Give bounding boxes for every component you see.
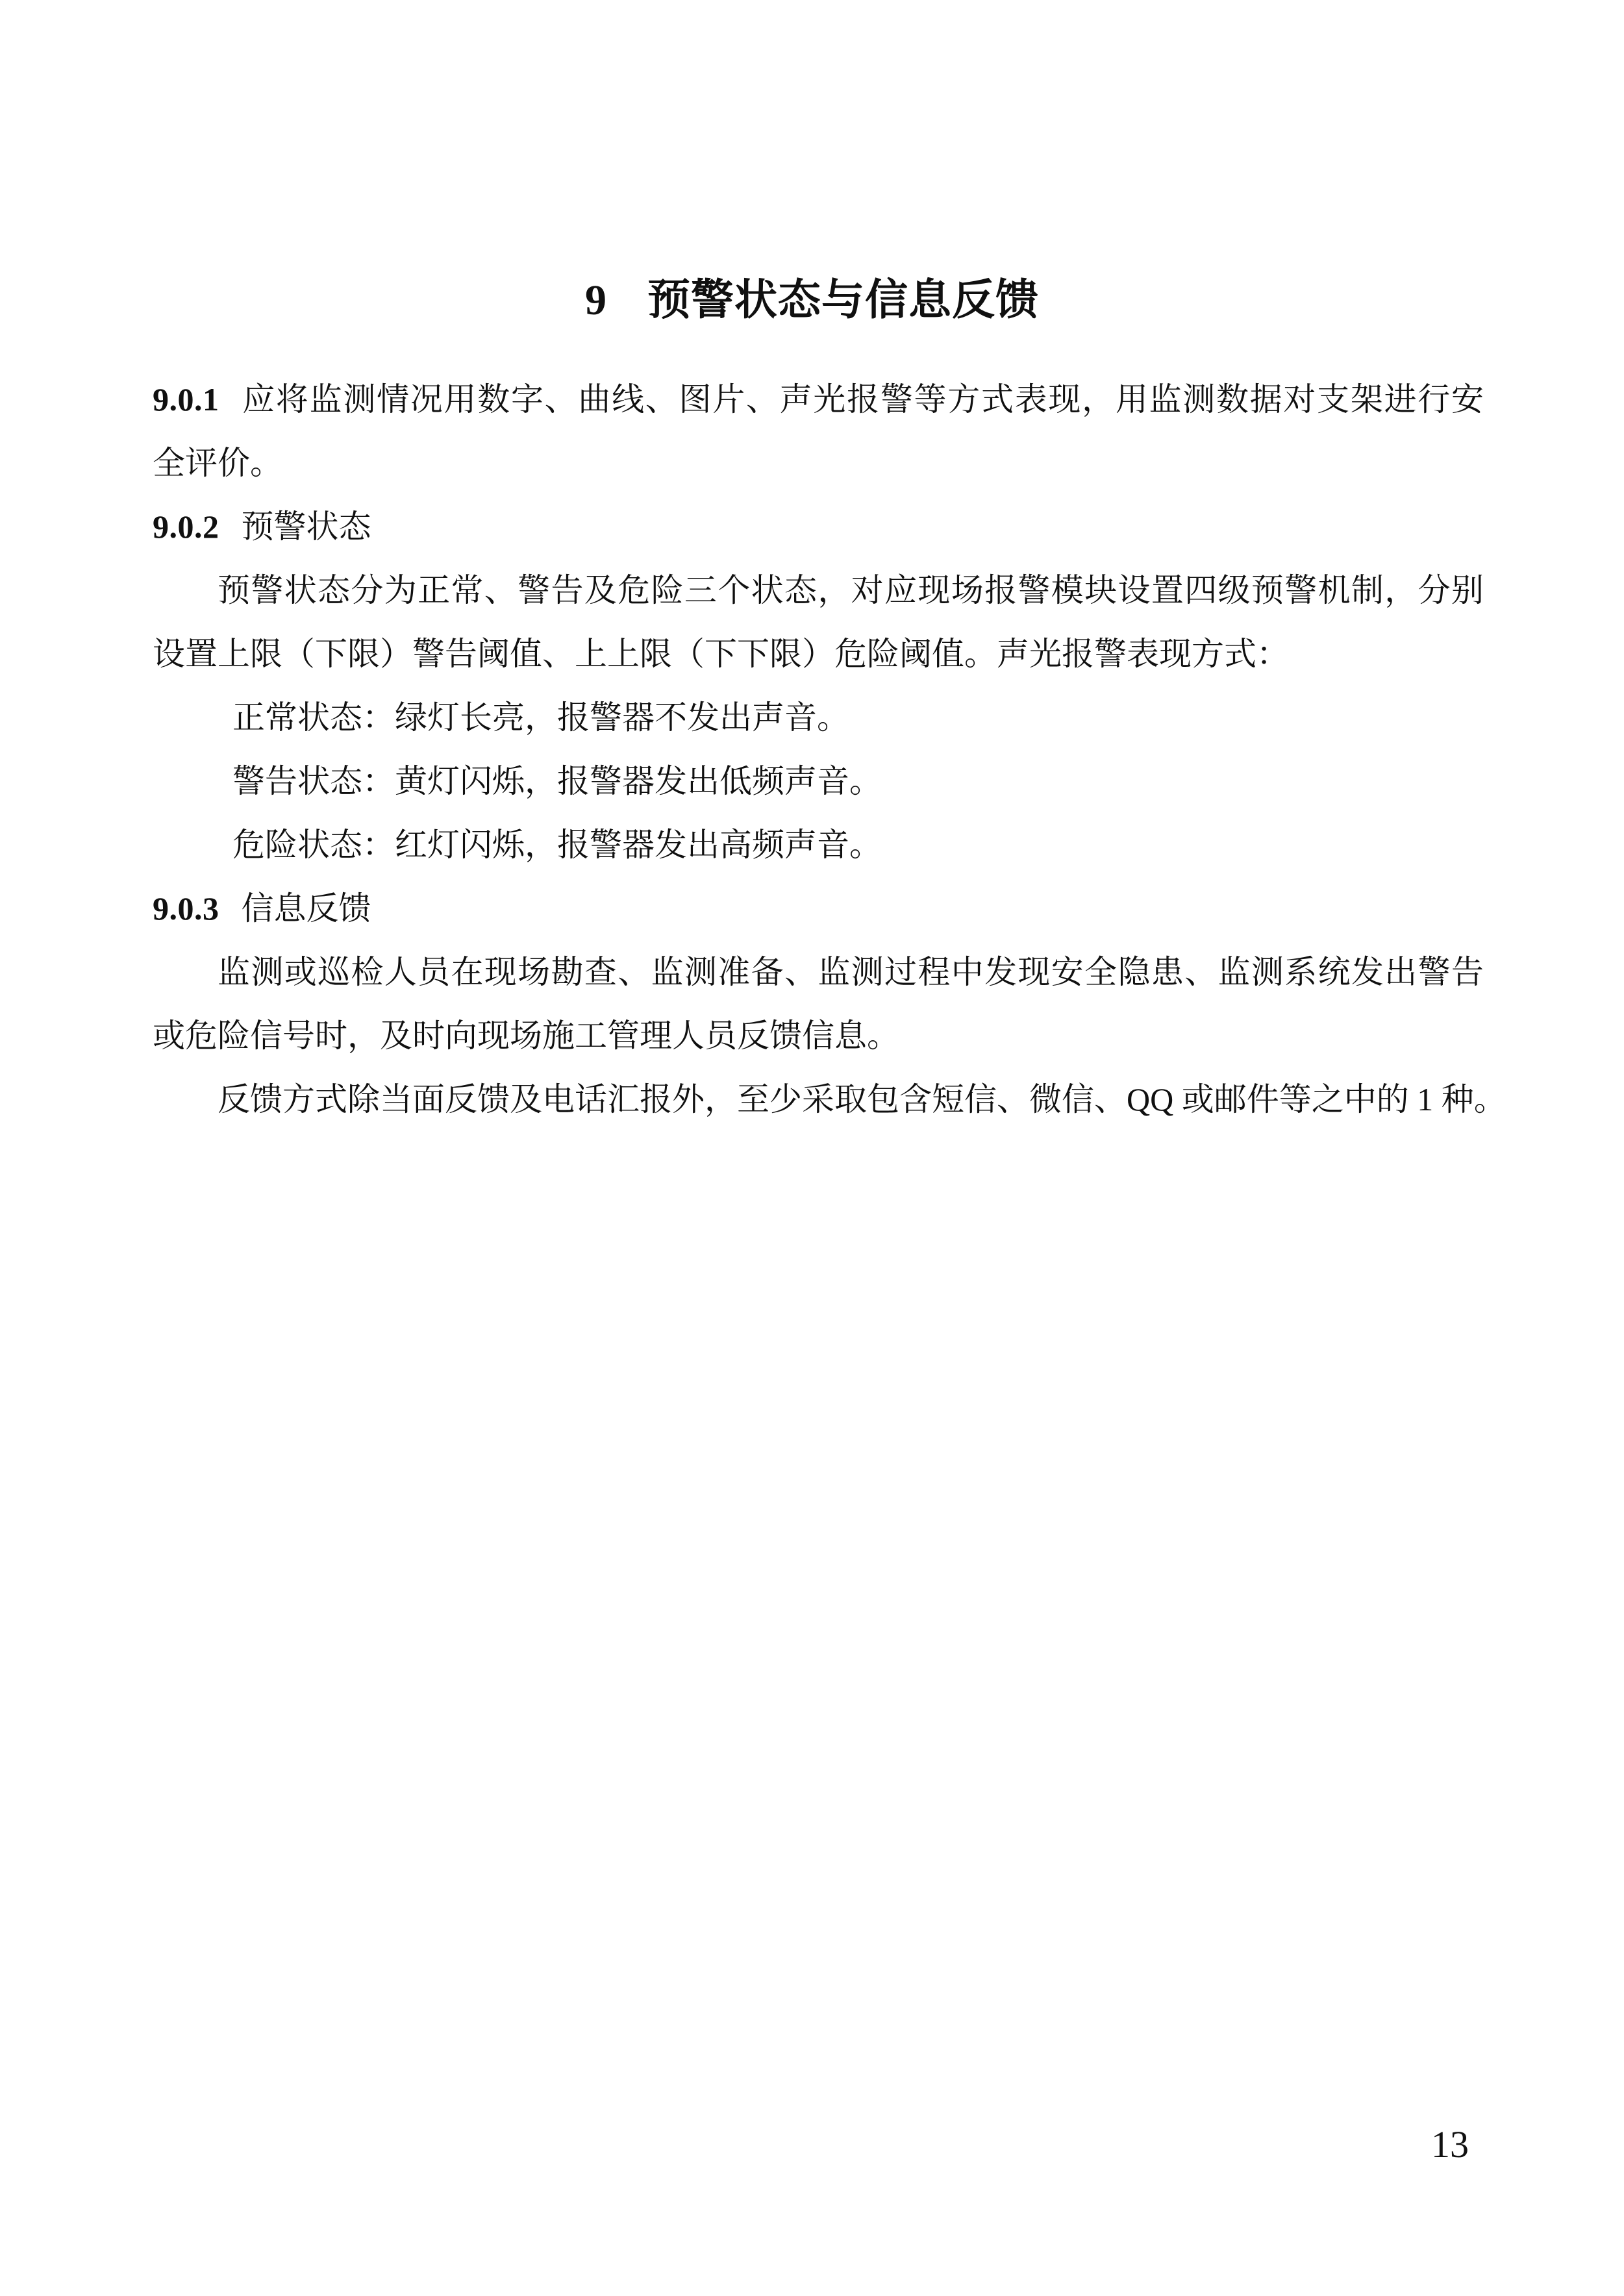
clause-9-0-2-heading (153, 495, 1484, 558)
clause-9-0-3-number: 9.0.3 (153, 890, 219, 927)
state-danger-line: 危险状态：红灯闪烁，报警器发出高频声音。 (232, 827, 882, 863)
clause-9-0-1-line-1 (153, 368, 1484, 431)
warning-states-paragraph-line-1: 预警状态分为正常、警告及危险三个状态，对应现场报警模块设置四级预警机制，分别 (218, 572, 1484, 608)
state-warning-line: 警告状态：黄灯闪烁，报警器发出低频声音。 (232, 763, 882, 799)
clause-9-0-2-number: 9.0.2 (153, 508, 219, 545)
clause-9-0-1-text: 应将监测情况用数字、曲线、图片、声光报警等方式表现，用监测数据对支架进行安 (241, 381, 1484, 418)
clause-9-0-1-line-2: 全评价。 (153, 445, 282, 481)
feedback-paragraph-line-2: 或危险信号时，及时向现场施工管理人员反馈信息。 (153, 1017, 899, 1054)
clause-9-0-2-heading-text: 预警状态 (241, 508, 371, 545)
section-title-text: 预警状态与信息反馈 (647, 277, 1039, 324)
clause-9-0-3-heading (153, 877, 1484, 940)
clause-9-0-3-heading-text: 信息反馈 (241, 890, 371, 927)
warning-states-paragraph-line-2: 设置上限（下限）警告阈值、上上限（下下限）危险阈值。声光报警表现方式： (153, 636, 1289, 672)
section-body (153, 368, 1506, 1131)
clause-9-0-1-number: 9.0.1 (153, 381, 219, 418)
page-number: 13 (1431, 2123, 1469, 2165)
feedback-methods-line: 反馈方式除当面反馈及电话汇报外，至少采取包含短信、微信、QQ 或邮件等之中的 1 种。 (218, 1081, 1506, 1117)
section-title (0, 274, 1624, 327)
feedback-paragraph-line-1: 监测或巡检人员在现场勘查、监测准备、监测过程中发现安全隐患、监测系统发出警告 (218, 954, 1484, 990)
state-normal-line: 正常状态：绿灯长亮，报警器不发出声音。 (232, 699, 849, 736)
section-title-number: 9 (585, 277, 607, 324)
